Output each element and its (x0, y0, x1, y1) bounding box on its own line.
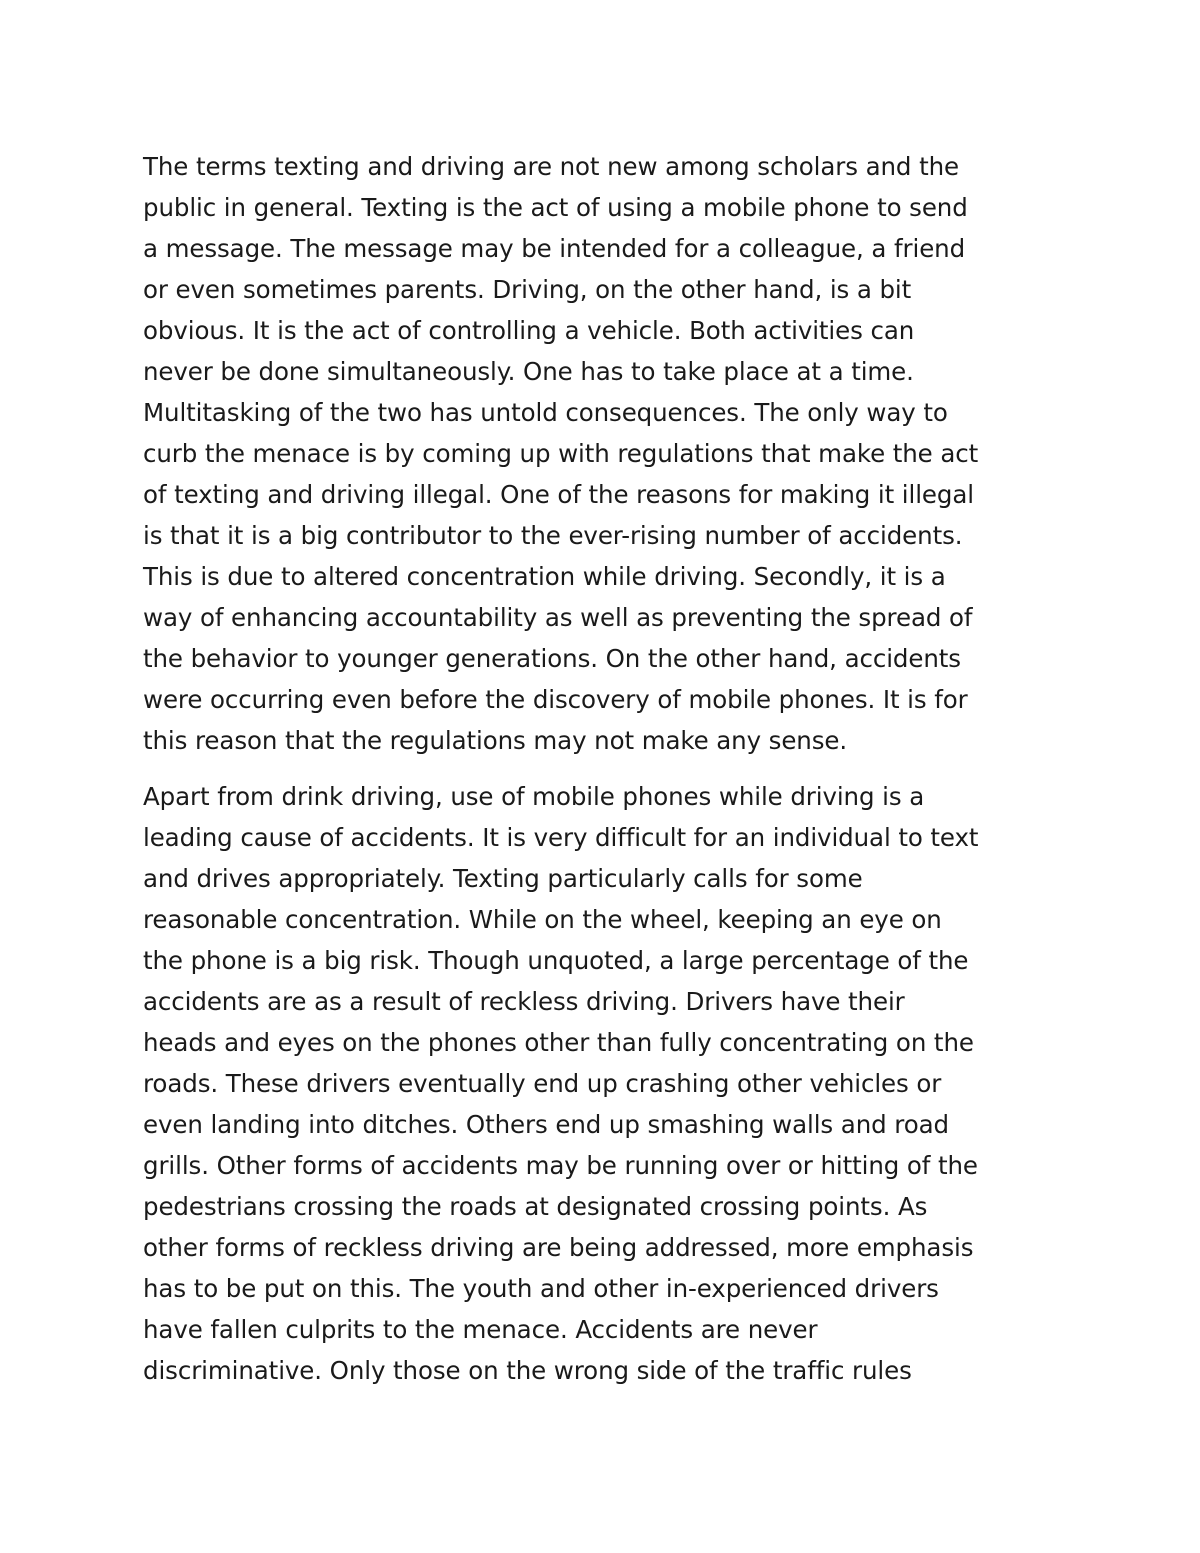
paragraph-line: Apart from drink driving, use of mobile phones while driving is a (143, 782, 925, 811)
paragraph-line: this reason that the regulations may not make any sense. (143, 726, 848, 755)
paragraph-line: the behavior to younger generations. On the other hand, accidents (143, 644, 961, 673)
document-body (143, 146, 1063, 1391)
paragraph-line: Multitasking of the two has untold consequences. The only way to (143, 398, 948, 427)
paragraph-2 (143, 776, 1063, 1391)
paragraph-line: the phone is a big risk. Though unquoted, a large percentage of the (143, 946, 969, 975)
paragraph-line: were occurring even before the discovery of mobile phones. It is for (143, 685, 968, 714)
paragraph-line: and drives appropriately. Texting particularly calls for some (143, 864, 863, 893)
paragraph-line: heads and eyes on the phones other than fully concentrating on the (143, 1028, 974, 1057)
paragraph-line: or even sometimes parents. Driving, on the other hand, is a bit (143, 275, 912, 304)
paragraph-line: curb the menace is by coming up with regulations that make the act (143, 439, 979, 468)
paragraph-line: discriminative. Only those on the wrong side of the traffic rules (143, 1356, 912, 1385)
paragraph-line: a message. The message may be intended for a colleague, a friend (143, 234, 966, 263)
paragraph-line: has to be put on this. The youth and other in-experienced drivers (143, 1274, 939, 1303)
paragraph-line: of texting and driving illegal. One of the reasons for making it illegal (143, 480, 974, 509)
paragraph-line: obvious. It is the act of controlling a vehicle. Both activities can (143, 316, 915, 345)
paragraph-line: other forms of reckless driving are being addressed, more emphasis (143, 1233, 974, 1262)
paragraph-line: public in general. Texting is the act of using a mobile phone to send (143, 193, 968, 222)
paragraph-line: have fallen culprits to the menace. Accidents are never (143, 1315, 818, 1344)
paragraph-line: This is due to altered concentration while driving. Secondly, it is a (143, 562, 946, 591)
paragraph-line: never be done simultaneously. One has to take place at a time. (143, 357, 914, 386)
paragraph-line: leading cause of accidents. It is very difficult for an individual to text (143, 823, 979, 852)
paragraph-line: grills. Other forms of accidents may be running over or hitting of the (143, 1151, 978, 1180)
paragraph-line: roads. These drivers eventually end up crashing other vehicles or (143, 1069, 942, 1098)
paragraph-line: even landing into ditches. Others end up smashing walls and road (143, 1110, 949, 1139)
paragraph-line: The terms texting and driving are not new among scholars and the (143, 152, 959, 181)
paragraph-line: pedestrians crossing the roads at designated crossing points. As (143, 1192, 928, 1221)
paragraph-line: is that it is a big contributor to the ever-rising number of accidents. (143, 521, 963, 550)
paragraph-1 (143, 146, 1063, 761)
paragraph-line: reasonable concentration. While on the wheel, keeping an eye on (143, 905, 942, 934)
paragraph-line: way of enhancing accountability as well as preventing the spread of (143, 603, 973, 632)
paragraph-line: accidents are as a result of reckless driving. Drivers have their (143, 987, 905, 1016)
